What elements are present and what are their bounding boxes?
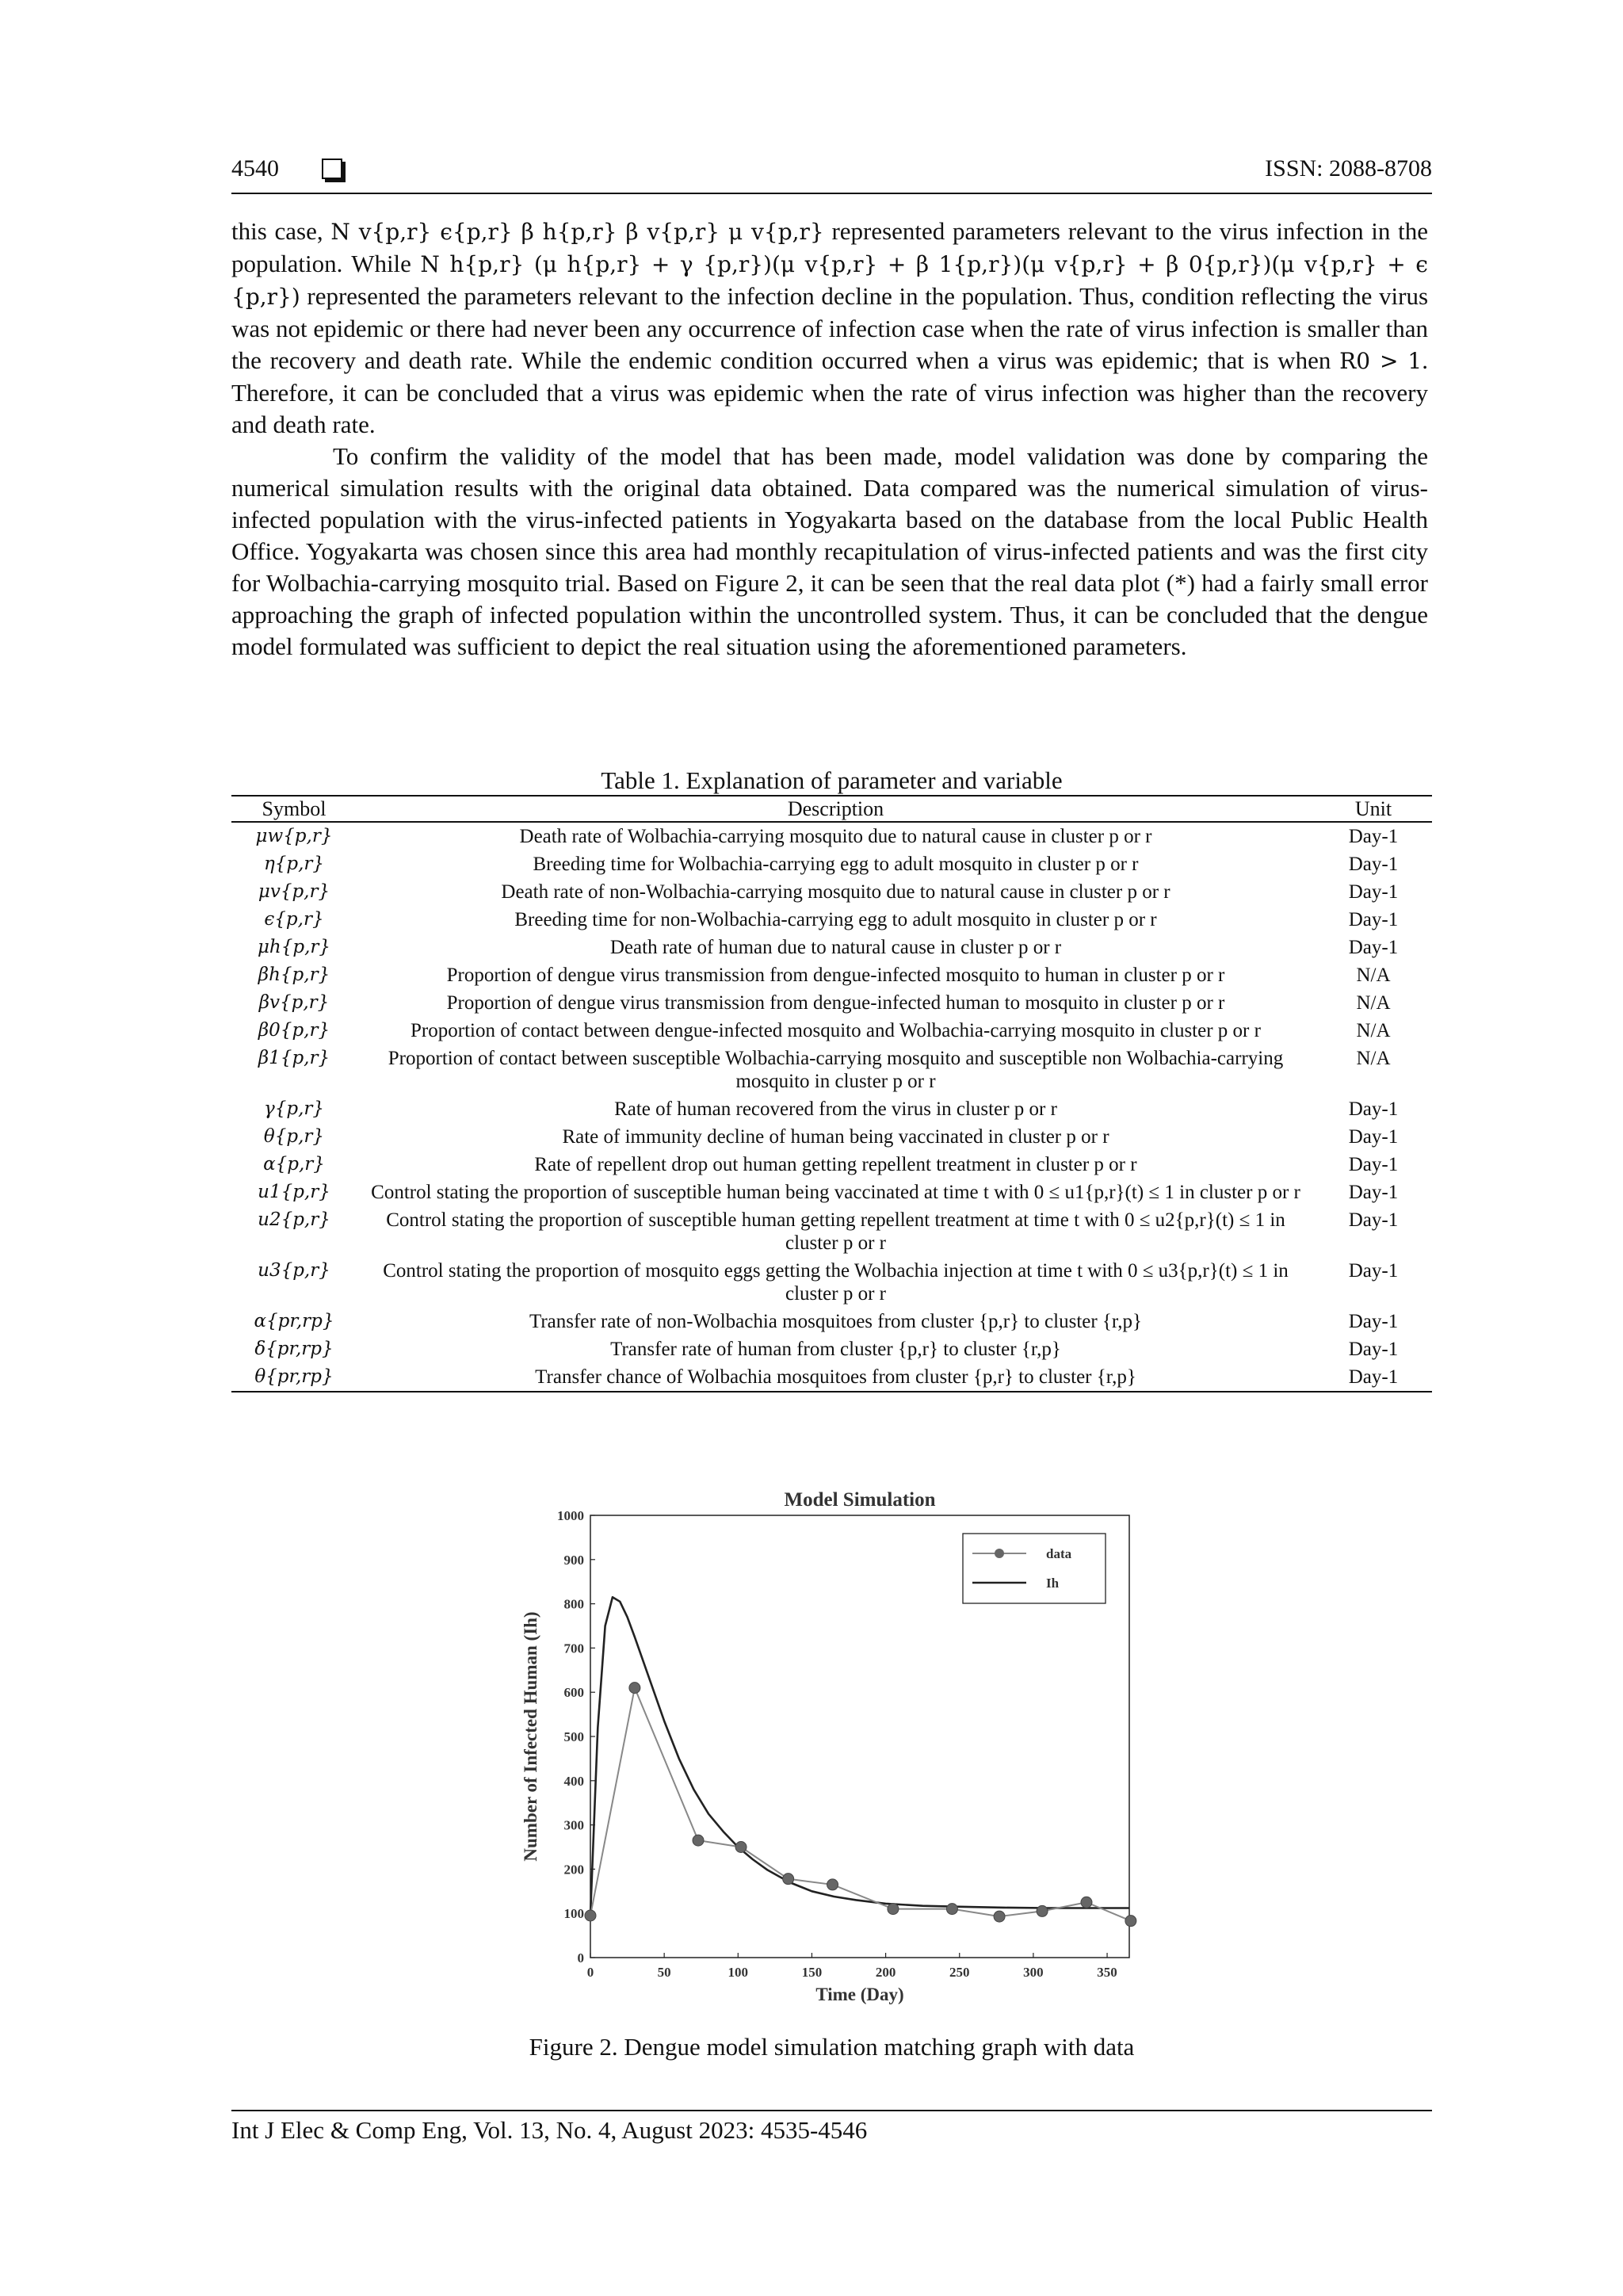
figure-caption: Figure 2. Dengue model simulation matching graph with data xyxy=(529,2033,1135,2061)
cell-unit: Day-1 xyxy=(1348,881,1399,903)
cell-unit: Day-1 xyxy=(1348,1209,1399,1231)
table-row xyxy=(231,1151,1432,1179)
data-point xyxy=(783,1874,794,1885)
table-caption: Table 1. Explanation of parameter and variable xyxy=(601,766,1063,794)
cell-symbol: β0{p,r} xyxy=(258,1020,330,1041)
cell-symbol: βv{p,r} xyxy=(258,992,330,1013)
data-point xyxy=(994,1911,1005,1922)
cell-unit: Day-1 xyxy=(1348,826,1399,847)
y-tick-label: 700 xyxy=(563,1641,584,1656)
cell-description: Transfer rate of non-Wolbachia mosquitoes from cluster {p,r} to cluster {r,p} xyxy=(529,1311,1143,1332)
x-axis-label: Time (Day) xyxy=(815,1985,904,2004)
expression-decline: N h{p,r} (μ h{p,r} + γ {p,r})(μ v{p,r} + β 1{p,r})(μ v{p,r} + β 0{p,r})(μ v{p,r} + ϵ {p,r}) xyxy=(231,251,1428,310)
cell-description: Rate of repellent drop out human getting repellent treatment in cluster p or r xyxy=(534,1154,1137,1175)
data-point xyxy=(693,1835,704,1846)
cell-symbol: u3{p,r} xyxy=(258,1260,330,1281)
table-row xyxy=(231,1017,1432,1045)
table-row xyxy=(231,1123,1432,1151)
table-row xyxy=(231,850,1432,878)
legend-box xyxy=(963,1534,1106,1603)
y-tick-label: 900 xyxy=(563,1552,584,1568)
cell-description: Proportion of contact between dengue-infected mosquito and Wolbachia-carrying mosquito in cluster p or r xyxy=(411,1020,1261,1041)
cell-description: Control stating the proportion of susceptible human getting repellent treatment at time t with 0 ≤ u2{p,r}(t) ≤ 1 in cluster p or r xyxy=(386,1209,1285,1254)
data-point xyxy=(629,1683,640,1694)
cell-symbol: β1{p,r} xyxy=(258,1048,330,1068)
y-tick-label: 0 xyxy=(577,1950,584,1966)
table-row xyxy=(231,1179,1432,1206)
cell-unit: N/A xyxy=(1356,965,1391,986)
page-number: 4540 xyxy=(231,155,279,181)
paragraph-2: To confirm the validity of the model that has been made, model validation was done by comparing the numerical simulation results with the original data obtained. Data compared was the numerical simulation of virus-infected population with the virus-infected patients in Yogyakarta based on the database from the local Public Health Office. Yogyakarta was chosen since this area had monthly recapitulation of virus-infected patients and was the first city for Wolbachia-carrying mosquito trial. Based on Figure 2, it can be seen that the real data plot (*) had a fairly small error approaching the graph of infected population within the uncontrolled system. Thus, it can be concluded that the dengue model formulated was sufficient to depict the real situation using the aforementioned parameters. xyxy=(231,442,1428,660)
y-tick-label: 600 xyxy=(563,1685,584,1701)
table-row xyxy=(231,1045,1432,1095)
issn: ISSN: 2088-8708 xyxy=(1265,155,1432,181)
expression-infection: N v{p,r} ϵ{p,r} β h{p,r} β v{p,r} μ v{p,r} xyxy=(330,219,824,245)
col-description: Description xyxy=(357,796,1315,822)
y-axis-label: Number of Infected Human (Ih) xyxy=(521,1611,540,1862)
cell-unit: Day-1 xyxy=(1348,937,1399,958)
square-bullet-icon xyxy=(322,159,342,179)
cell-description: Control stating the proportion of susceptible human being vaccinated at time t with 0 ≤ u1{p,r}(t) ≤ 1 in cluster p or r xyxy=(371,1182,1300,1203)
data-point xyxy=(735,1842,747,1853)
cell-unit: N/A xyxy=(1356,1048,1391,1069)
cell-symbol: γ{p,r} xyxy=(263,1098,325,1119)
cell-symbol: μw{p,r} xyxy=(255,826,333,846)
cell-unit: Day-1 xyxy=(1315,1363,1432,1392)
y-tick-label: 1000 xyxy=(557,1508,584,1523)
cell-unit: Day-1 xyxy=(1348,1126,1399,1148)
cell-symbol: α{pr,rp} xyxy=(254,1311,334,1331)
x-tick-label: 50 xyxy=(657,1965,671,1980)
header-rule xyxy=(231,193,1432,194)
data-point xyxy=(1125,1916,1136,1927)
cell-description: Death rate of human due to natural cause in cluster p or r xyxy=(609,937,1062,958)
cell-unit: N/A xyxy=(1356,1020,1391,1041)
x-tick-label: 300 xyxy=(1023,1965,1044,1980)
cell-symbol: βh{p,r} xyxy=(258,965,330,985)
table-row xyxy=(231,934,1432,961)
page-header xyxy=(231,155,1432,195)
cell-symbol: u2{p,r} xyxy=(258,1209,330,1230)
x-tick-label: 100 xyxy=(727,1965,749,1980)
cell-symbol: u1{p,r} xyxy=(258,1182,330,1202)
legend-data-label: data xyxy=(1046,1546,1072,1561)
table-row xyxy=(231,1335,1432,1363)
x-tick-label: 350 xyxy=(1097,1965,1117,1980)
cell-description: Rate of human recovered from the virus in cluster p or r xyxy=(614,1098,1057,1120)
cell-description: Death rate of Wolbachia-carrying mosquito due to natural cause in cluster p or r xyxy=(519,826,1152,847)
chart-title: Model Simulation xyxy=(784,1489,936,1511)
footer-rule xyxy=(231,2110,1432,2111)
col-symbol: Symbol xyxy=(231,796,357,822)
cell-description: Breeding time for non-Wolbachia-carrying egg to adult mosquito in cluster p or r xyxy=(514,909,1157,930)
expression-r0: R0 > 1 xyxy=(1339,348,1423,374)
cell-unit: Day-1 xyxy=(1348,1260,1399,1282)
cell-symbol: μv{p,r} xyxy=(258,881,330,902)
table-row xyxy=(231,1363,1432,1392)
table-row xyxy=(231,1095,1432,1123)
table-row xyxy=(231,878,1432,906)
cell-description: Proportion of contact between susceptible Wolbachia-carrying mosquito and susceptible non Wolbachia-carrying mosquito in cluster p or r xyxy=(388,1048,1284,1092)
cell-unit: Day-1 xyxy=(1348,909,1399,930)
cell-description: Breeding time for Wolbachia-carrying egg to adult mosquito in cluster p or r xyxy=(533,854,1139,875)
cell-symbol: α{p,r} xyxy=(263,1154,325,1175)
parameter-table xyxy=(231,795,1432,1392)
cell-symbol: η{p,r} xyxy=(263,854,325,874)
cell-description: Control stating the proportion of mosquito eggs getting the Wolbachia injection at time t with 0 ≤ u3{p,r}(t) ≤ 1 in cluster p or r xyxy=(383,1260,1289,1305)
data-point xyxy=(827,1879,838,1890)
y-tick-label: 800 xyxy=(563,1596,584,1612)
data-point xyxy=(1037,1905,1048,1916)
cell-description: Proportion of dengue virus transmission from dengue-infected mosquito to human in cluster p or r xyxy=(446,965,1225,986)
cell-description: Proportion of dengue virus transmission from dengue-infected human to mosquito in cluster p or r xyxy=(446,992,1225,1014)
y-tick-label: 100 xyxy=(563,1906,584,1922)
y-tick-label: 200 xyxy=(563,1862,584,1878)
table-row xyxy=(231,1308,1432,1335)
x-tick-label: 0 xyxy=(586,1965,594,1980)
data-point xyxy=(946,1904,957,1915)
col-unit: Unit xyxy=(1315,796,1432,822)
cell-unit: Day-1 xyxy=(1348,1311,1399,1332)
footer-text: Int J Elec & Comp Eng, Vol. 13, No. 4, August 2023: 4535-4546 xyxy=(231,2116,868,2144)
y-tick-label: 300 xyxy=(563,1817,584,1833)
table-row xyxy=(231,1257,1432,1308)
cell-symbol: μh{p,r} xyxy=(257,937,331,957)
y-tick-label: 400 xyxy=(563,1773,584,1789)
cell-unit: N/A xyxy=(1356,992,1391,1014)
model-simulation-chart xyxy=(507,1474,1149,2005)
table-row xyxy=(231,989,1432,1017)
data-point xyxy=(585,1910,596,1921)
table-row xyxy=(231,906,1432,934)
cell-unit: Day-1 xyxy=(1348,1154,1399,1175)
data-point xyxy=(1081,1897,1092,1908)
x-tick-label: 200 xyxy=(875,1965,896,1980)
cell-symbol: θ{p,r} xyxy=(263,1126,325,1147)
cell-unit: Day-1 xyxy=(1348,1098,1399,1120)
x-tick-label: 150 xyxy=(801,1965,823,1980)
table-row xyxy=(231,1206,1432,1257)
paragraph-1: this case, N v{p,r} ϵ{p,r} β h{p,r} β v{p,r} μ v{p,r} represented parameters relevant to the virus infection in the population. While N h{p,r} (μ h{p,r} + γ {p,r})(μ v{p,r} + β 1{p,r})(μ v{p,r} + β 0{p,r})(μ v{p,r} + ϵ {p,r}) represented the parameters relevant to the infection decline in the population. Thus, condition reflecting the virus was not epidemic or there had never been any occurrence of infection case when the rate of virus infection is smaller than the recovery and death rate. While the endemic condition occurred when a virus was epidemic; that is when R0 > 1. Therefore, it can be concluded that a virus was epidemic when the rate of virus infection was higher than the recovery and death rate. xyxy=(231,217,1429,438)
cell-description: Transfer rate of human from cluster {p,r} to cluster {r,p} xyxy=(610,1339,1061,1360)
body-text xyxy=(231,216,1428,663)
cell-symbol: θ{pr,rp} xyxy=(231,1363,357,1392)
cell-description: Transfer chance of Wolbachia mosquitoes from cluster {p,r} to cluster {r,p} xyxy=(357,1363,1315,1392)
table-row xyxy=(231,961,1432,989)
cell-description: Rate of immunity decline of human being vaccinated in cluster p or r xyxy=(562,1126,1109,1148)
cell-unit: Day-1 xyxy=(1348,854,1399,875)
data-point xyxy=(888,1904,899,1915)
cell-description: Death rate of non-Wolbachia-carrying mosquito due to natural cause in cluster p or r xyxy=(501,881,1170,903)
cell-unit: Day-1 xyxy=(1348,1182,1399,1203)
x-tick-label: 250 xyxy=(949,1965,970,1980)
legend-ih-label: Ih xyxy=(1046,1576,1060,1591)
table-row xyxy=(231,822,1432,850)
cell-symbol: ϵ{p,r} xyxy=(264,909,324,930)
y-tick-label: 500 xyxy=(563,1729,584,1744)
cell-symbol: δ{pr,rp} xyxy=(254,1339,334,1359)
cell-unit: Day-1 xyxy=(1348,1339,1399,1360)
legend-data-marker xyxy=(995,1549,1004,1558)
